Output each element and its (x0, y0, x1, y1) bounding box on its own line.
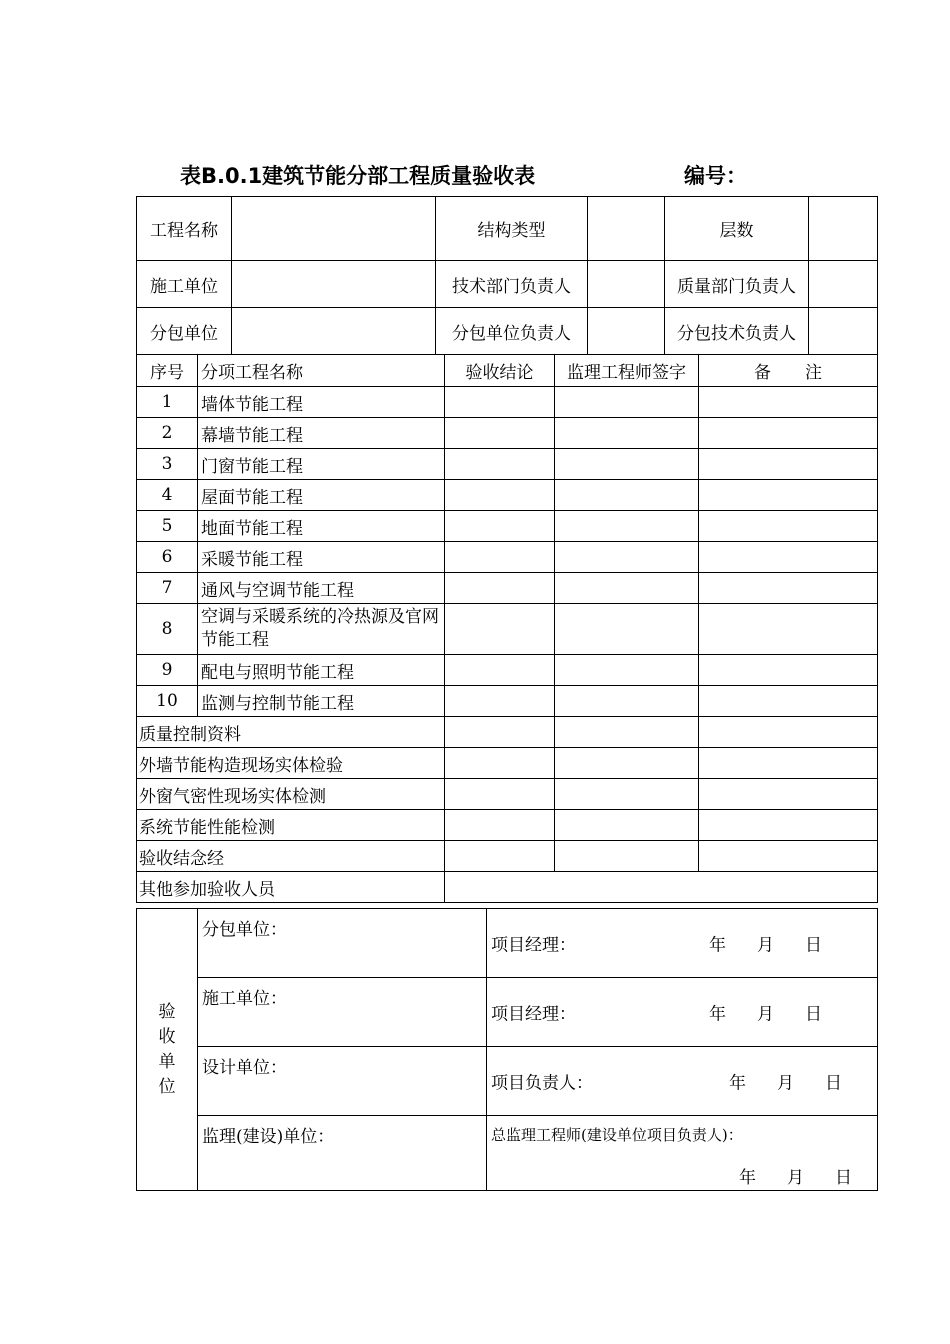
header-supervisor: 监理工程师签字 (555, 355, 699, 387)
project-info-table (136, 196, 878, 355)
date-field (739, 1163, 852, 1188)
extra-row-label: 验收结念经 (137, 841, 445, 872)
row-supervisor[interactable] (555, 748, 699, 779)
row-name: 采暖节能工程 (198, 542, 445, 573)
structure-type-label: 结构类型 (436, 197, 588, 261)
project-name-label: 工程名称 (137, 197, 232, 261)
row-supervisor[interactable] (555, 573, 699, 604)
row-remark[interactable] (699, 841, 878, 872)
row-no: 6 (137, 542, 198, 573)
supervision-unit[interactable]: 监理(建设)单位： (198, 1116, 487, 1191)
year-label: 年 (709, 1004, 726, 1025)
row-supervisor[interactable] (555, 810, 699, 841)
sub-head-label: 分包单位负责人 (436, 308, 588, 355)
quality-head-value[interactable] (809, 261, 878, 308)
day-label: 日 (835, 1168, 852, 1188)
table-row (137, 418, 878, 449)
row-name: 配电与照明节能工程 (198, 655, 445, 686)
month-label: 月 (787, 1168, 804, 1188)
subcontractor-sign-cell[interactable] (487, 909, 878, 978)
quality-head-label: 质量部门负责人 (665, 261, 809, 308)
row-name: 监测与控制节能工程 (198, 686, 445, 717)
contractor-unit[interactable]: 施工单位： (198, 978, 487, 1047)
row-no: 5 (137, 511, 198, 542)
row-supervisor[interactable] (555, 779, 699, 810)
day-label: 日 (825, 1073, 842, 1094)
document-number-label: 编号： (684, 164, 747, 188)
row-remark[interactable] (699, 542, 878, 573)
row-name: 幕墙节能工程 (198, 418, 445, 449)
extra-row-label: 外墙节能构造现场实体检验 (137, 748, 445, 779)
table-row (137, 511, 878, 542)
row-supervisor[interactable] (555, 604, 699, 655)
row-remark[interactable] (699, 511, 878, 542)
row-remark[interactable] (699, 387, 878, 418)
row-remark[interactable] (699, 655, 878, 686)
row-supervisor[interactable] (555, 717, 699, 748)
month-label: 月 (777, 1073, 794, 1094)
contractor-value[interactable] (232, 261, 436, 308)
structure-type-value[interactable] (588, 197, 665, 261)
row-name: 通风与空调节能工程 (198, 573, 445, 604)
row-result[interactable] (445, 573, 555, 604)
year-label: 年 (739, 1168, 756, 1188)
row-supervisor[interactable] (555, 542, 699, 573)
row-remark[interactable] (699, 449, 878, 480)
row-result[interactable] (445, 418, 555, 449)
table-row (137, 841, 878, 872)
contractor-label: 施工单位 (137, 261, 232, 308)
row-result[interactable] (445, 779, 555, 810)
table-row (137, 779, 878, 810)
vertical-char: 位 (158, 1076, 176, 1097)
row-name: 屋面节能工程 (198, 480, 445, 511)
row-remark[interactable] (699, 810, 878, 841)
table-row (137, 573, 878, 604)
row-remark[interactable] (699, 717, 878, 748)
date-field (709, 1000, 822, 1025)
signer-label: 总监理工程师(建设单位项目负责人)： (491, 1126, 743, 1144)
others-label: 其他参加验收人员 (137, 872, 445, 903)
day-label: 日 (805, 1004, 822, 1025)
vertical-char: 收 (158, 1026, 176, 1047)
signer-label: 项目经理： (491, 1004, 576, 1025)
subcontractor-value[interactable] (232, 308, 436, 355)
row-supervisor[interactable] (555, 511, 699, 542)
row-remark[interactable] (699, 573, 878, 604)
day-label: 日 (805, 935, 822, 956)
row-no: 1 (137, 387, 198, 418)
row-name: 地面节能工程 (198, 511, 445, 542)
contractor-sign-cell[interactable] (487, 978, 878, 1047)
supervision-sign-cell[interactable] (487, 1116, 878, 1191)
date-field (709, 931, 822, 956)
row-remark[interactable] (699, 604, 878, 655)
vertical-char: 验 (158, 1001, 176, 1022)
header-remark: 备 注 (699, 355, 878, 387)
row-supervisor[interactable] (555, 418, 699, 449)
row-supervisor[interactable] (555, 387, 699, 418)
row-result[interactable] (445, 480, 555, 511)
row-remark[interactable] (699, 686, 878, 717)
design-unit[interactable]: 设计单位： (198, 1047, 487, 1116)
table-row (137, 810, 878, 841)
row-no: 7 (137, 573, 198, 604)
header-name: 分项工程名称 (198, 355, 445, 387)
table-row (137, 387, 878, 418)
year-label: 年 (729, 1073, 746, 1094)
extra-row-label: 系统节能性能检测 (137, 810, 445, 841)
row-result[interactable] (445, 542, 555, 573)
row-no: 4 (137, 480, 198, 511)
table-row (137, 480, 878, 511)
row-name: 墙体节能工程 (198, 387, 445, 418)
header-no: 序号 (137, 355, 198, 387)
row-result[interactable] (445, 748, 555, 779)
table-row (137, 748, 878, 779)
table-row (137, 655, 878, 686)
row-result[interactable] (445, 717, 555, 748)
tech-head-value[interactable] (588, 261, 665, 308)
row-remark[interactable] (699, 748, 878, 779)
table-row (137, 872, 878, 903)
sub-tech-head-value[interactable] (809, 308, 878, 355)
acceptance-units-vertical-label (137, 909, 198, 1191)
extra-row-label: 质量控制资料 (137, 717, 445, 748)
row-remark[interactable] (699, 480, 878, 511)
row-result[interactable] (445, 655, 555, 686)
others-value[interactable] (445, 872, 878, 903)
row-name: 空调与采暖系统的冷热源及官网节能工程 (198, 604, 445, 655)
row-supervisor[interactable] (555, 655, 699, 686)
date-field (729, 1069, 842, 1094)
row-remark[interactable] (699, 779, 878, 810)
row-no: 3 (137, 449, 198, 480)
sub-tech-head-label: 分包技术负责人 (665, 308, 809, 355)
table-row (137, 542, 878, 573)
signer-label: 项目负责人： (491, 1073, 593, 1094)
row-supervisor[interactable] (555, 480, 699, 511)
row-no: 10 (137, 686, 198, 717)
design-sign-cell[interactable] (487, 1047, 878, 1116)
month-label: 月 (757, 1004, 774, 1025)
subcontractor-label: 分包单位 (137, 308, 232, 355)
table-row (137, 686, 878, 717)
sub-item-table (136, 354, 878, 903)
row-no: 9 (137, 655, 198, 686)
row-name: 门窗节能工程 (198, 449, 445, 480)
sub-head-value[interactable] (588, 308, 665, 355)
page-title: 表B.0.1建筑节能分部工程质量验收表 (180, 164, 536, 188)
year-label: 年 (709, 935, 726, 956)
tech-head-label: 技术部门负责人 (436, 261, 588, 308)
row-result[interactable] (445, 387, 555, 418)
table-row (137, 449, 878, 480)
table-row (137, 604, 878, 655)
floors-value[interactable] (809, 197, 878, 261)
project-name-value[interactable] (232, 197, 436, 261)
signer-label: 项目经理： (491, 935, 576, 956)
row-supervisor[interactable] (555, 686, 699, 717)
row-result[interactable] (445, 604, 555, 655)
row-result[interactable] (445, 810, 555, 841)
row-result[interactable] (445, 686, 555, 717)
table-row (137, 717, 878, 748)
row-result[interactable] (445, 511, 555, 542)
row-result[interactable] (445, 449, 555, 480)
subcontractor-unit[interactable]: 分包单位： (198, 909, 487, 978)
row-supervisor[interactable] (555, 841, 699, 872)
vertical-char: 单 (158, 1051, 176, 1072)
acceptance-table (136, 908, 878, 1191)
header-result: 验收结论 (445, 355, 555, 387)
row-supervisor[interactable] (555, 449, 699, 480)
month-label: 月 (757, 935, 774, 956)
extra-row-label: 外窗气密性现场实体检测 (137, 779, 445, 810)
row-result[interactable] (445, 841, 555, 872)
row-no: 8 (137, 604, 198, 655)
row-remark[interactable] (699, 418, 878, 449)
row-no: 2 (137, 418, 198, 449)
floors-label: 层数 (665, 197, 809, 261)
